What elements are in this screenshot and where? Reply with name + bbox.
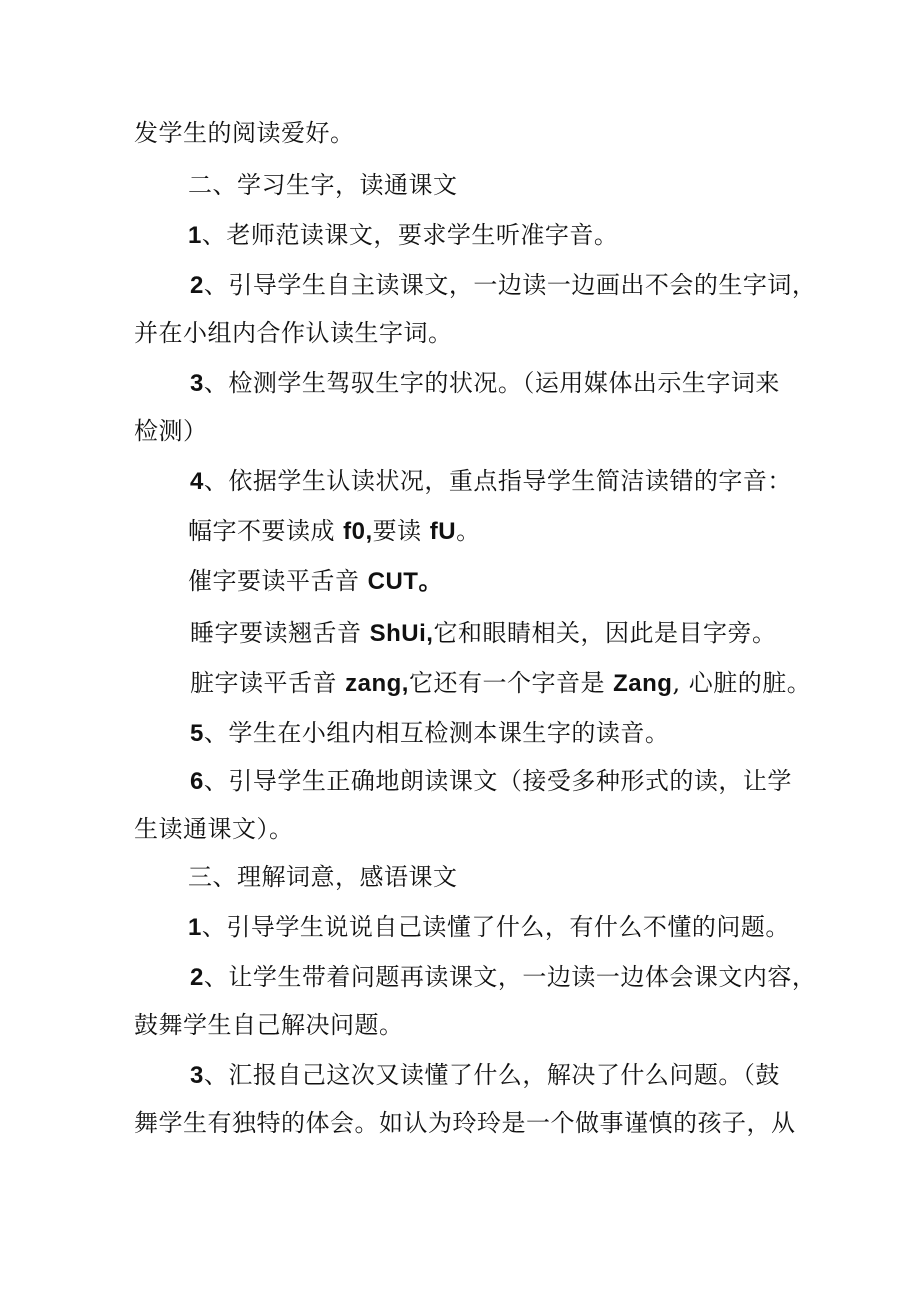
- pinyin-alternate: Zang: [613, 670, 673, 697]
- step-3-continuation-line: [134, 1106, 796, 1140]
- step-6-line: [190, 764, 792, 799]
- pronunciation-note-fu: [188, 514, 481, 549]
- note-text: 脏字读平舌音: [190, 669, 346, 697]
- step-text: 、让学生带着问题再读课文，一边读一边体会课文内容，: [203, 963, 817, 991]
- note-text: 要读: [372, 517, 430, 545]
- line-text: 发学生的阅读爱好。: [134, 119, 355, 147]
- line-text: 并在小组内合作认读生字词。: [134, 319, 453, 347]
- pinyin-correct: CUT。: [367, 568, 443, 595]
- pronunciation-note-cui: [188, 564, 443, 599]
- step-number: 2: [190, 272, 204, 299]
- pinyin-correct: ShUi,: [369, 620, 434, 647]
- step-text: 、引导学生自主读课文，一边读一边画出不会的生字词，: [203, 271, 817, 299]
- step-1-line: [188, 910, 790, 945]
- pronunciation-note-zang: [190, 666, 811, 701]
- step-number: 3: [190, 370, 204, 397]
- step-number: 6: [190, 768, 204, 795]
- line-text: 生读通课文）。: [134, 815, 294, 843]
- note-text: 幅字不要读成: [188, 517, 344, 545]
- step-number: 2: [190, 964, 204, 991]
- step-3-line: [190, 366, 780, 401]
- heading-text: 二、学习生字，读通课文: [188, 171, 458, 199]
- step-3-line: [190, 1058, 780, 1093]
- section-heading-3: [188, 860, 458, 894]
- paragraph-continuation-line: [134, 116, 355, 150]
- pinyin-correct: zang,: [345, 670, 409, 697]
- step-number: 4: [190, 468, 204, 495]
- note-text: 催字要读平舌音: [188, 567, 368, 595]
- step-text: 、老师范读课文，要求学生听准字音。: [201, 221, 619, 249]
- note-text: 它还有一个字音是: [408, 669, 614, 697]
- heading-text: 三、理解词意，感语课文: [188, 863, 458, 891]
- pinyin-correct: fU: [429, 518, 457, 545]
- step-text: 、引导学生说说自己读懂了什么，有什么不懂的问题。: [201, 913, 790, 941]
- pinyin-wrong: f0,: [343, 518, 373, 545]
- line-text: 鼓舞学生自己解决问题。: [134, 1011, 404, 1039]
- step-5-line: [190, 716, 669, 751]
- step-2-line: [190, 268, 816, 303]
- step-3-continuation-line: [134, 414, 208, 448]
- step-6-continuation-line: [134, 812, 294, 846]
- step-1-line: [188, 218, 618, 253]
- line-text: 舞学生有独特的体会。如认为玲玲是一个做事谨慎的孩子，从: [134, 1109, 796, 1137]
- step-text: 、汇报自己这次又读懂了什么，解决了什么问题。（鼓: [203, 1061, 780, 1089]
- pronunciation-note-shui: [190, 616, 776, 651]
- step-text: 、学生在小组内相互检测本课生字的读音。: [203, 719, 670, 747]
- step-number: 1: [188, 914, 202, 941]
- note-text: 它和眼睛相关，因此是目字旁。: [433, 619, 777, 647]
- note-text: 睡字要读翘舌音: [190, 619, 370, 647]
- step-number: 1: [188, 222, 202, 249]
- step-2-continuation-line: [134, 1008, 404, 1042]
- step-2-line: [190, 960, 816, 995]
- section-heading-2: [188, 168, 458, 202]
- step-text: 、引导学生正确地朗读课文（接受多种形式的读，让学: [203, 767, 792, 795]
- note-text: 。: [456, 517, 481, 545]
- note-text: , 心脏的脏。: [672, 669, 812, 697]
- step-text: 、依据学生认读状况，重点指导学生简洁读错的字音：: [203, 467, 792, 495]
- step-number: 5: [190, 720, 204, 747]
- line-text: 检测）: [134, 417, 208, 445]
- step-4-line: [190, 464, 792, 499]
- step-number: 3: [190, 1062, 204, 1089]
- step-text: 、检测学生驾驭生字的状况。（运用媒体出示生字词来: [203, 369, 780, 397]
- step-2-continuation-line: [134, 316, 453, 350]
